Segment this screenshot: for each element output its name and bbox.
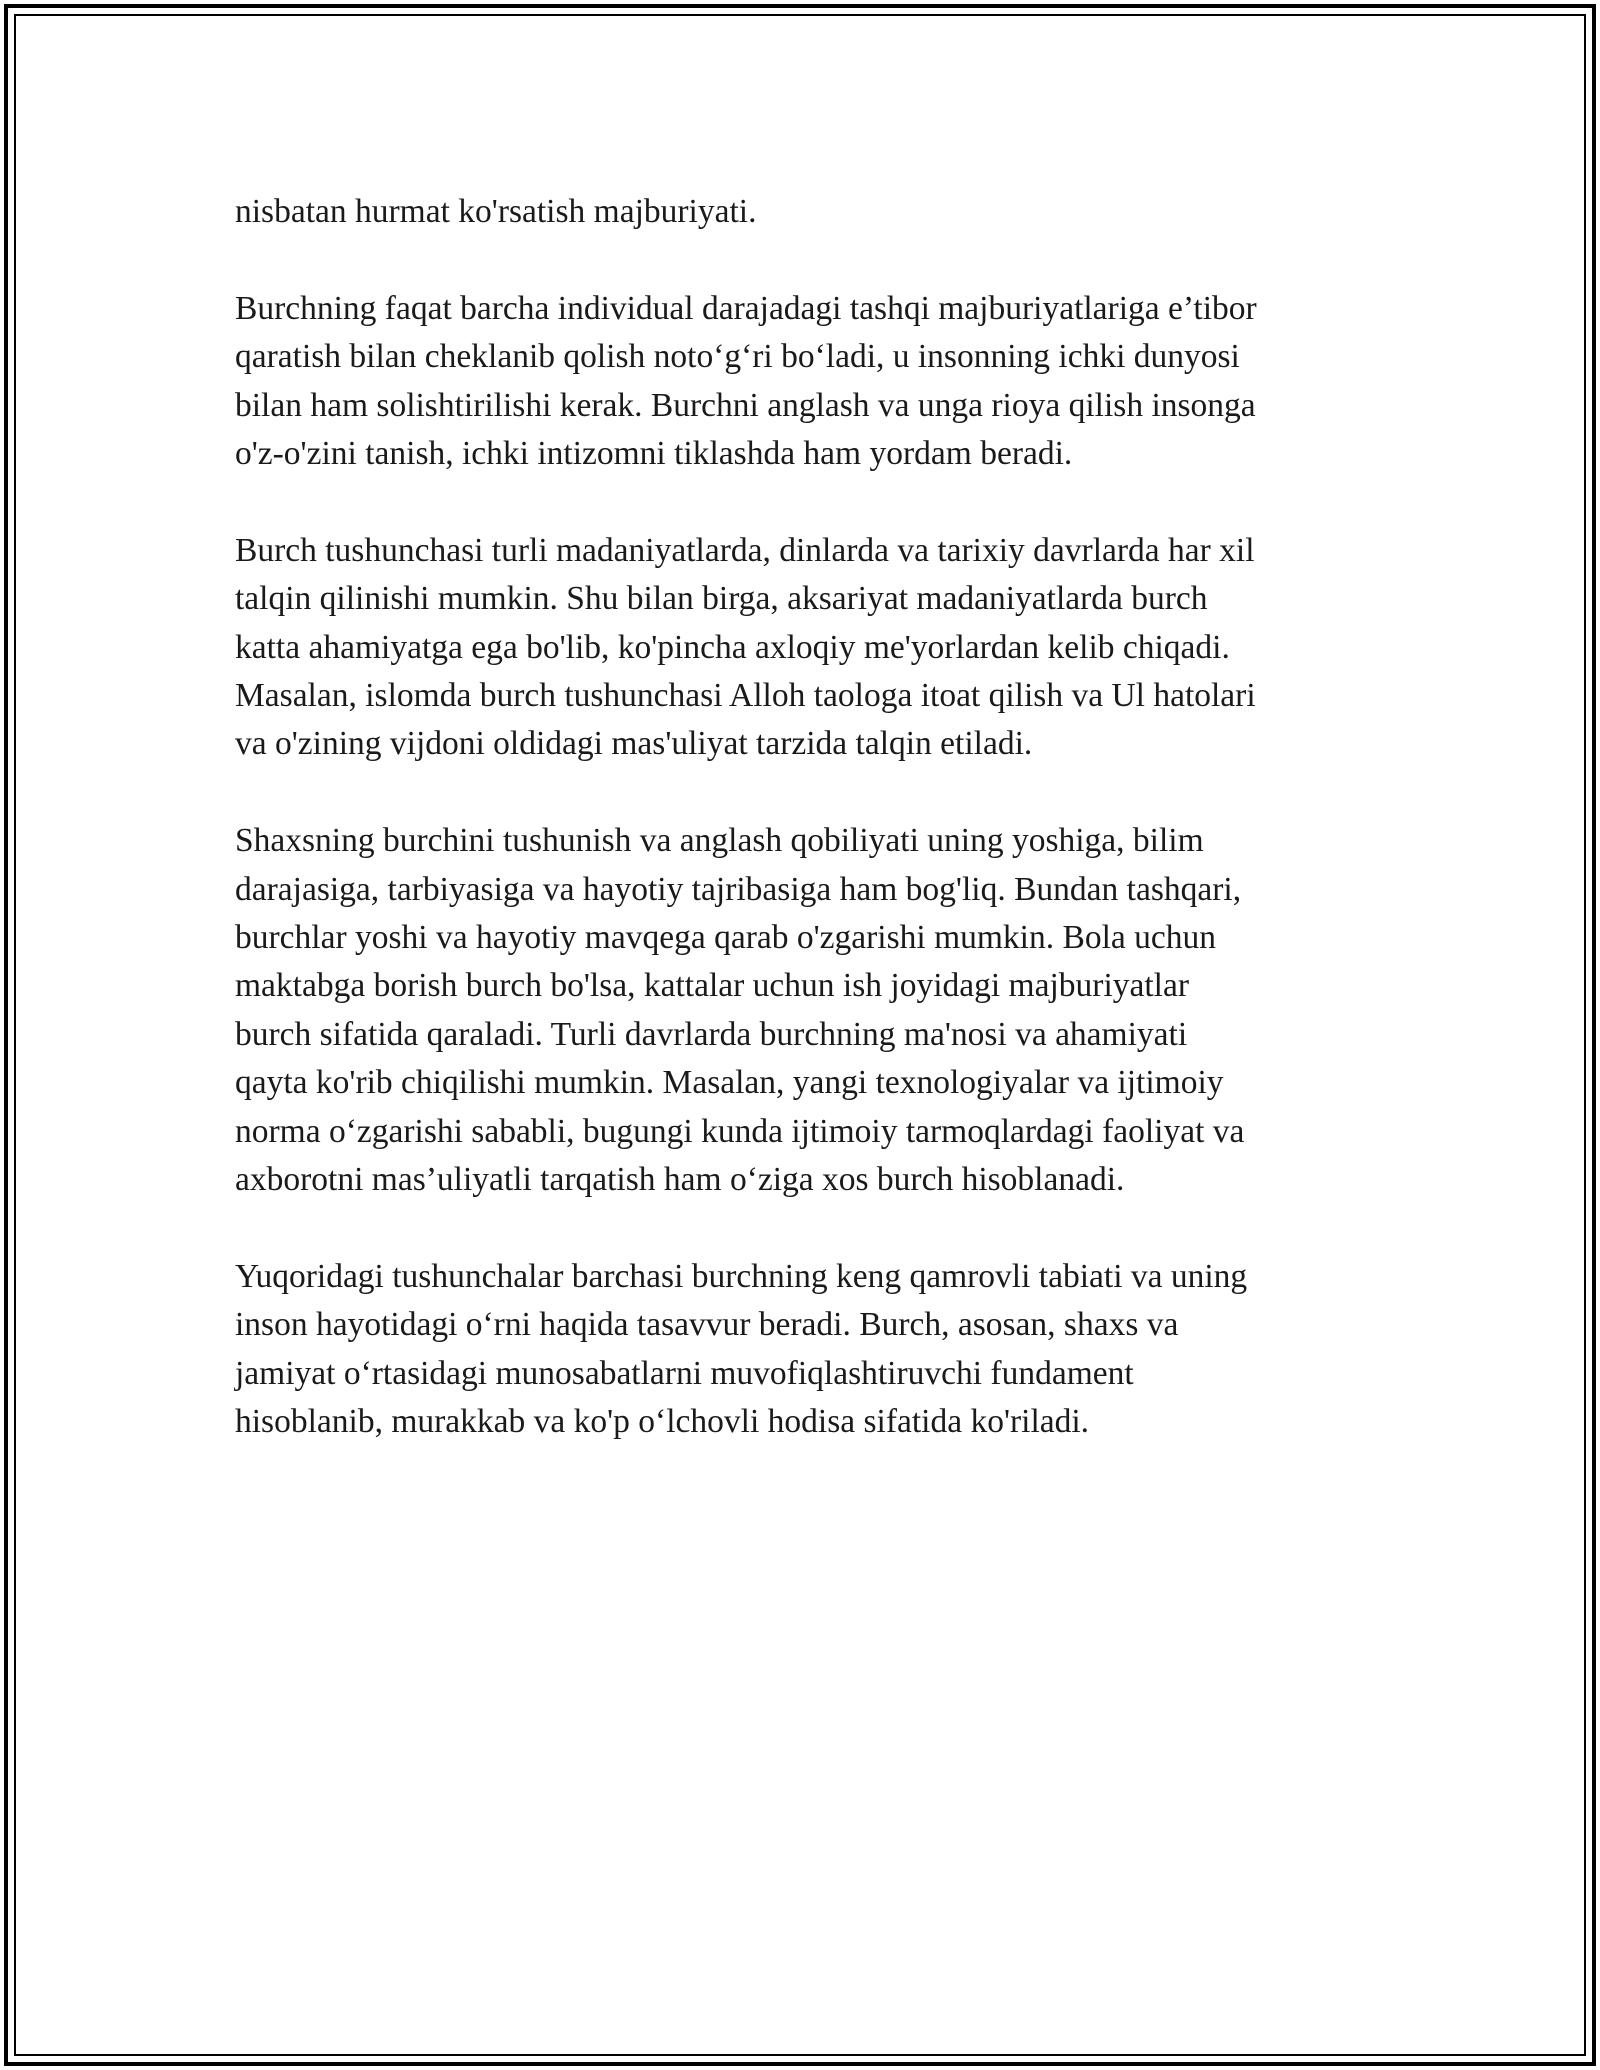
- paragraph: [235, 1253, 1365, 1447]
- paragraph: [235, 285, 1365, 479]
- text-line: va o'zining vijdoni oldidagi mas'uliyat tarzida talqin etiladi.: [235, 725, 1033, 763]
- text-line: darajasiga, tarbiyasiga va hayotiy tajribasiga ham bog'liq. Bundan tashqari,: [235, 870, 1242, 908]
- text-line: inson hayotidagi o‘rni haqida tasavvur beradi. Burch, asosan, shaxs va: [235, 1306, 1179, 1344]
- text-line: katta ahamiyatga ega bo'lib, ko'pincha axloqiy me'yorlardan kelib chiqadi.: [235, 628, 1230, 666]
- text-line: Yuqoridagi tushunchalar barchasi burchning keng qamrovli tabiati va uning: [235, 1257, 1248, 1295]
- text-line: o'z-o'zini tanish, ichki intizomni tiklashda ham yordam beradi.: [235, 435, 1073, 473]
- text-line: nisbatan hurmat ko'rsatish majburiyati.: [235, 193, 757, 230]
- paragraph: [235, 188, 1365, 236]
- text-line: bilan ham solishtirilishi kerak. Burchni anglash va unga rioya qilish insonga: [235, 386, 1256, 424]
- text-line: norma o‘zgarishi sababli, bugungi kunda ijtimoiy tarmoqlardagi faoliyat va: [235, 1112, 1245, 1150]
- text-line: Burch tushunchasi turli madaniyatlarda, dinlarda va tarixiy davrlarda har xil: [235, 531, 1255, 569]
- document-body: [235, 188, 1365, 1495]
- text-line: qayta ko'rib chiqilishi mumkin. Masalan, yangi texnologiyalar va ijtimoiy: [235, 1064, 1224, 1102]
- text-line: Shaxsning burchini tushunish va anglash qobiliyati uning yoshiga, bilim: [235, 822, 1204, 860]
- text-line: maktabga borish burch bo'lsa, kattalar uchun ish joyidagi majburiyatlar: [235, 967, 1190, 1005]
- text-line: Masalan, islomda burch tushunchasi Alloh taologa itoat qilish va Ul hatolari: [235, 677, 1256, 715]
- text-line: talqin qilinishi mumkin. Shu bilan birga, aksariyat madaniyatlarda burch: [235, 580, 1208, 618]
- text-line: burch sifatida qaraladi. Turli davrlarda burchning ma'nosi va ahamiyati: [235, 1015, 1188, 1053]
- text-line: qaratish bilan cheklanib qolish noto‘g‘ri bo‘ladi, u insonning ichki dunyosi: [235, 338, 1240, 376]
- text-line: Burchning faqat barcha individual darajadagi tashqi majburiyatlariga e’tibor: [235, 289, 1257, 327]
- text-line: hisoblanib, murakkab va ko'p o‘lchovli hodisa sifatida ko'riladi.: [235, 1403, 1090, 1441]
- paragraph: [235, 527, 1365, 769]
- text-line: burchlar yoshi va hayotiy mavqega qarab o'zgarishi mumkin. Bola uchun: [235, 919, 1217, 957]
- text-line: axborotni mas’uliyatli tarqatish ham o‘ziga xos burch hisoblanadi.: [235, 1161, 1125, 1199]
- text-line: jamiyat o‘rtasidagi munosabatlarni muvofiqlashtiruvchi fundament: [235, 1354, 1134, 1392]
- paragraph: [235, 817, 1365, 1204]
